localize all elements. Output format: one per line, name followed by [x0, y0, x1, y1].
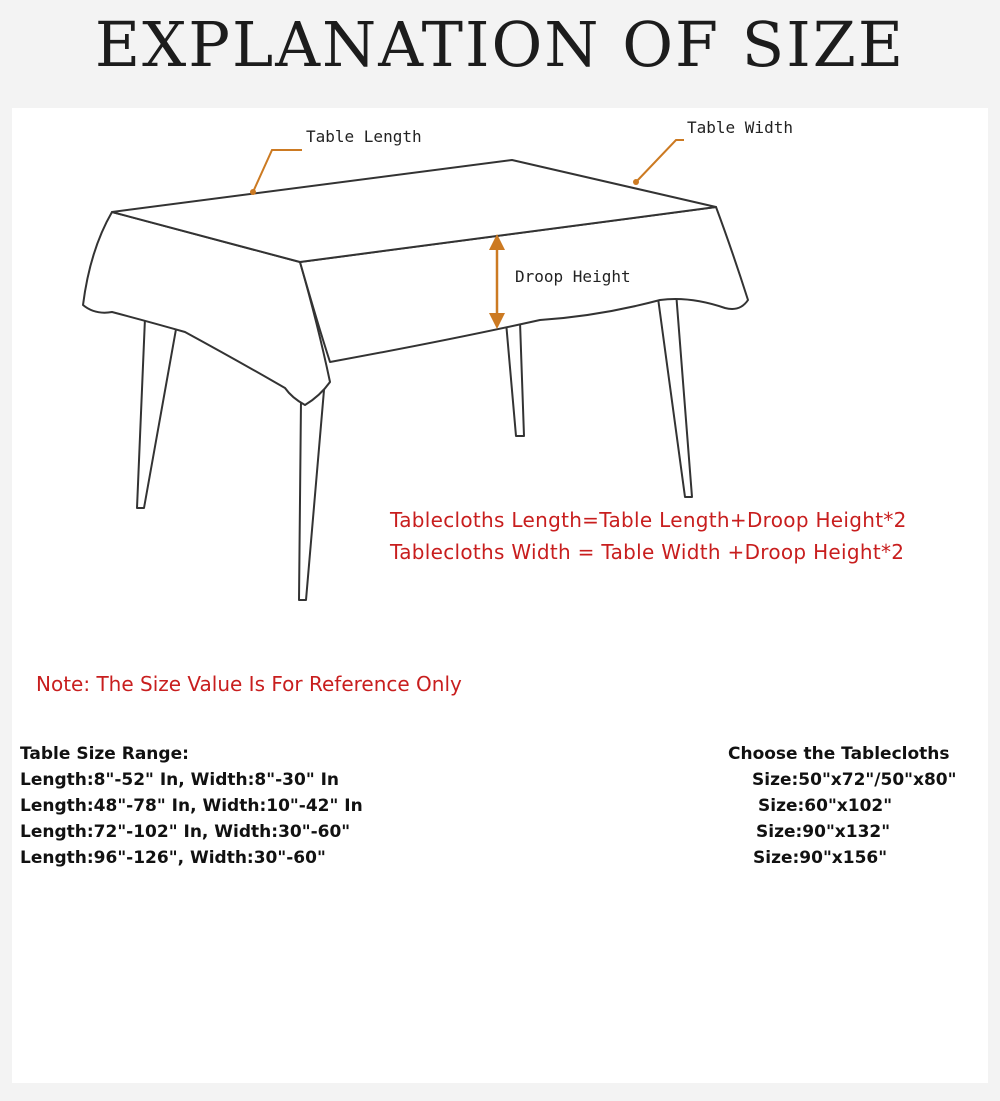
table-leg-back-left [137, 318, 178, 508]
tablecloth-size-header: Choose the Tablecloths [728, 744, 950, 764]
tablecloth-size-row: Size:50"x72"/50"x80" [752, 770, 957, 790]
page-title: EXPLANATION OF SIZE [94, 8, 906, 81]
formula-length: Tablecloths Length=Table Length+Droop Height*2 [390, 508, 907, 532]
table-size-range-column [20, 741, 363, 871]
formula-width: Tablecloths Width = Table Width +Droop Height*2 [390, 540, 905, 564]
tablecloth-size-row: Size:60"x102" [758, 796, 893, 816]
size-range-row: Length:96"-126", Width:30"-60" [20, 848, 326, 868]
tablecloth [83, 160, 748, 405]
droop-height-label: Droop Height [515, 267, 631, 286]
table-size-range-header: Table Size Range: [20, 744, 189, 764]
table-length-leader [253, 150, 302, 192]
table-leg-front-left [299, 390, 324, 600]
table-length-label: Table Length [306, 127, 422, 146]
table-leg-back-mid [506, 322, 524, 436]
size-range-row: Length:8"-52" In, Width:8"-30" In [20, 770, 340, 790]
size-range-row: Length:72"-102" In, Width:30"-60" [20, 822, 351, 842]
table-width-point [633, 179, 639, 185]
table-length-point [250, 189, 256, 195]
table-leg-front-right [658, 292, 692, 497]
table-width-leader [636, 140, 684, 182]
size-range-row: Length:48"-78" In, Width:10"-42" In [20, 796, 363, 816]
tablecloth-size-row: Size:90"x132" [756, 822, 891, 842]
tablecloth-size-column [728, 741, 957, 871]
reference-note: Note: The Size Value Is For Reference Only [36, 672, 462, 696]
tablecloth-size-row: Size:90"x156" [753, 848, 888, 868]
table-width-label: Table Width [687, 118, 793, 137]
